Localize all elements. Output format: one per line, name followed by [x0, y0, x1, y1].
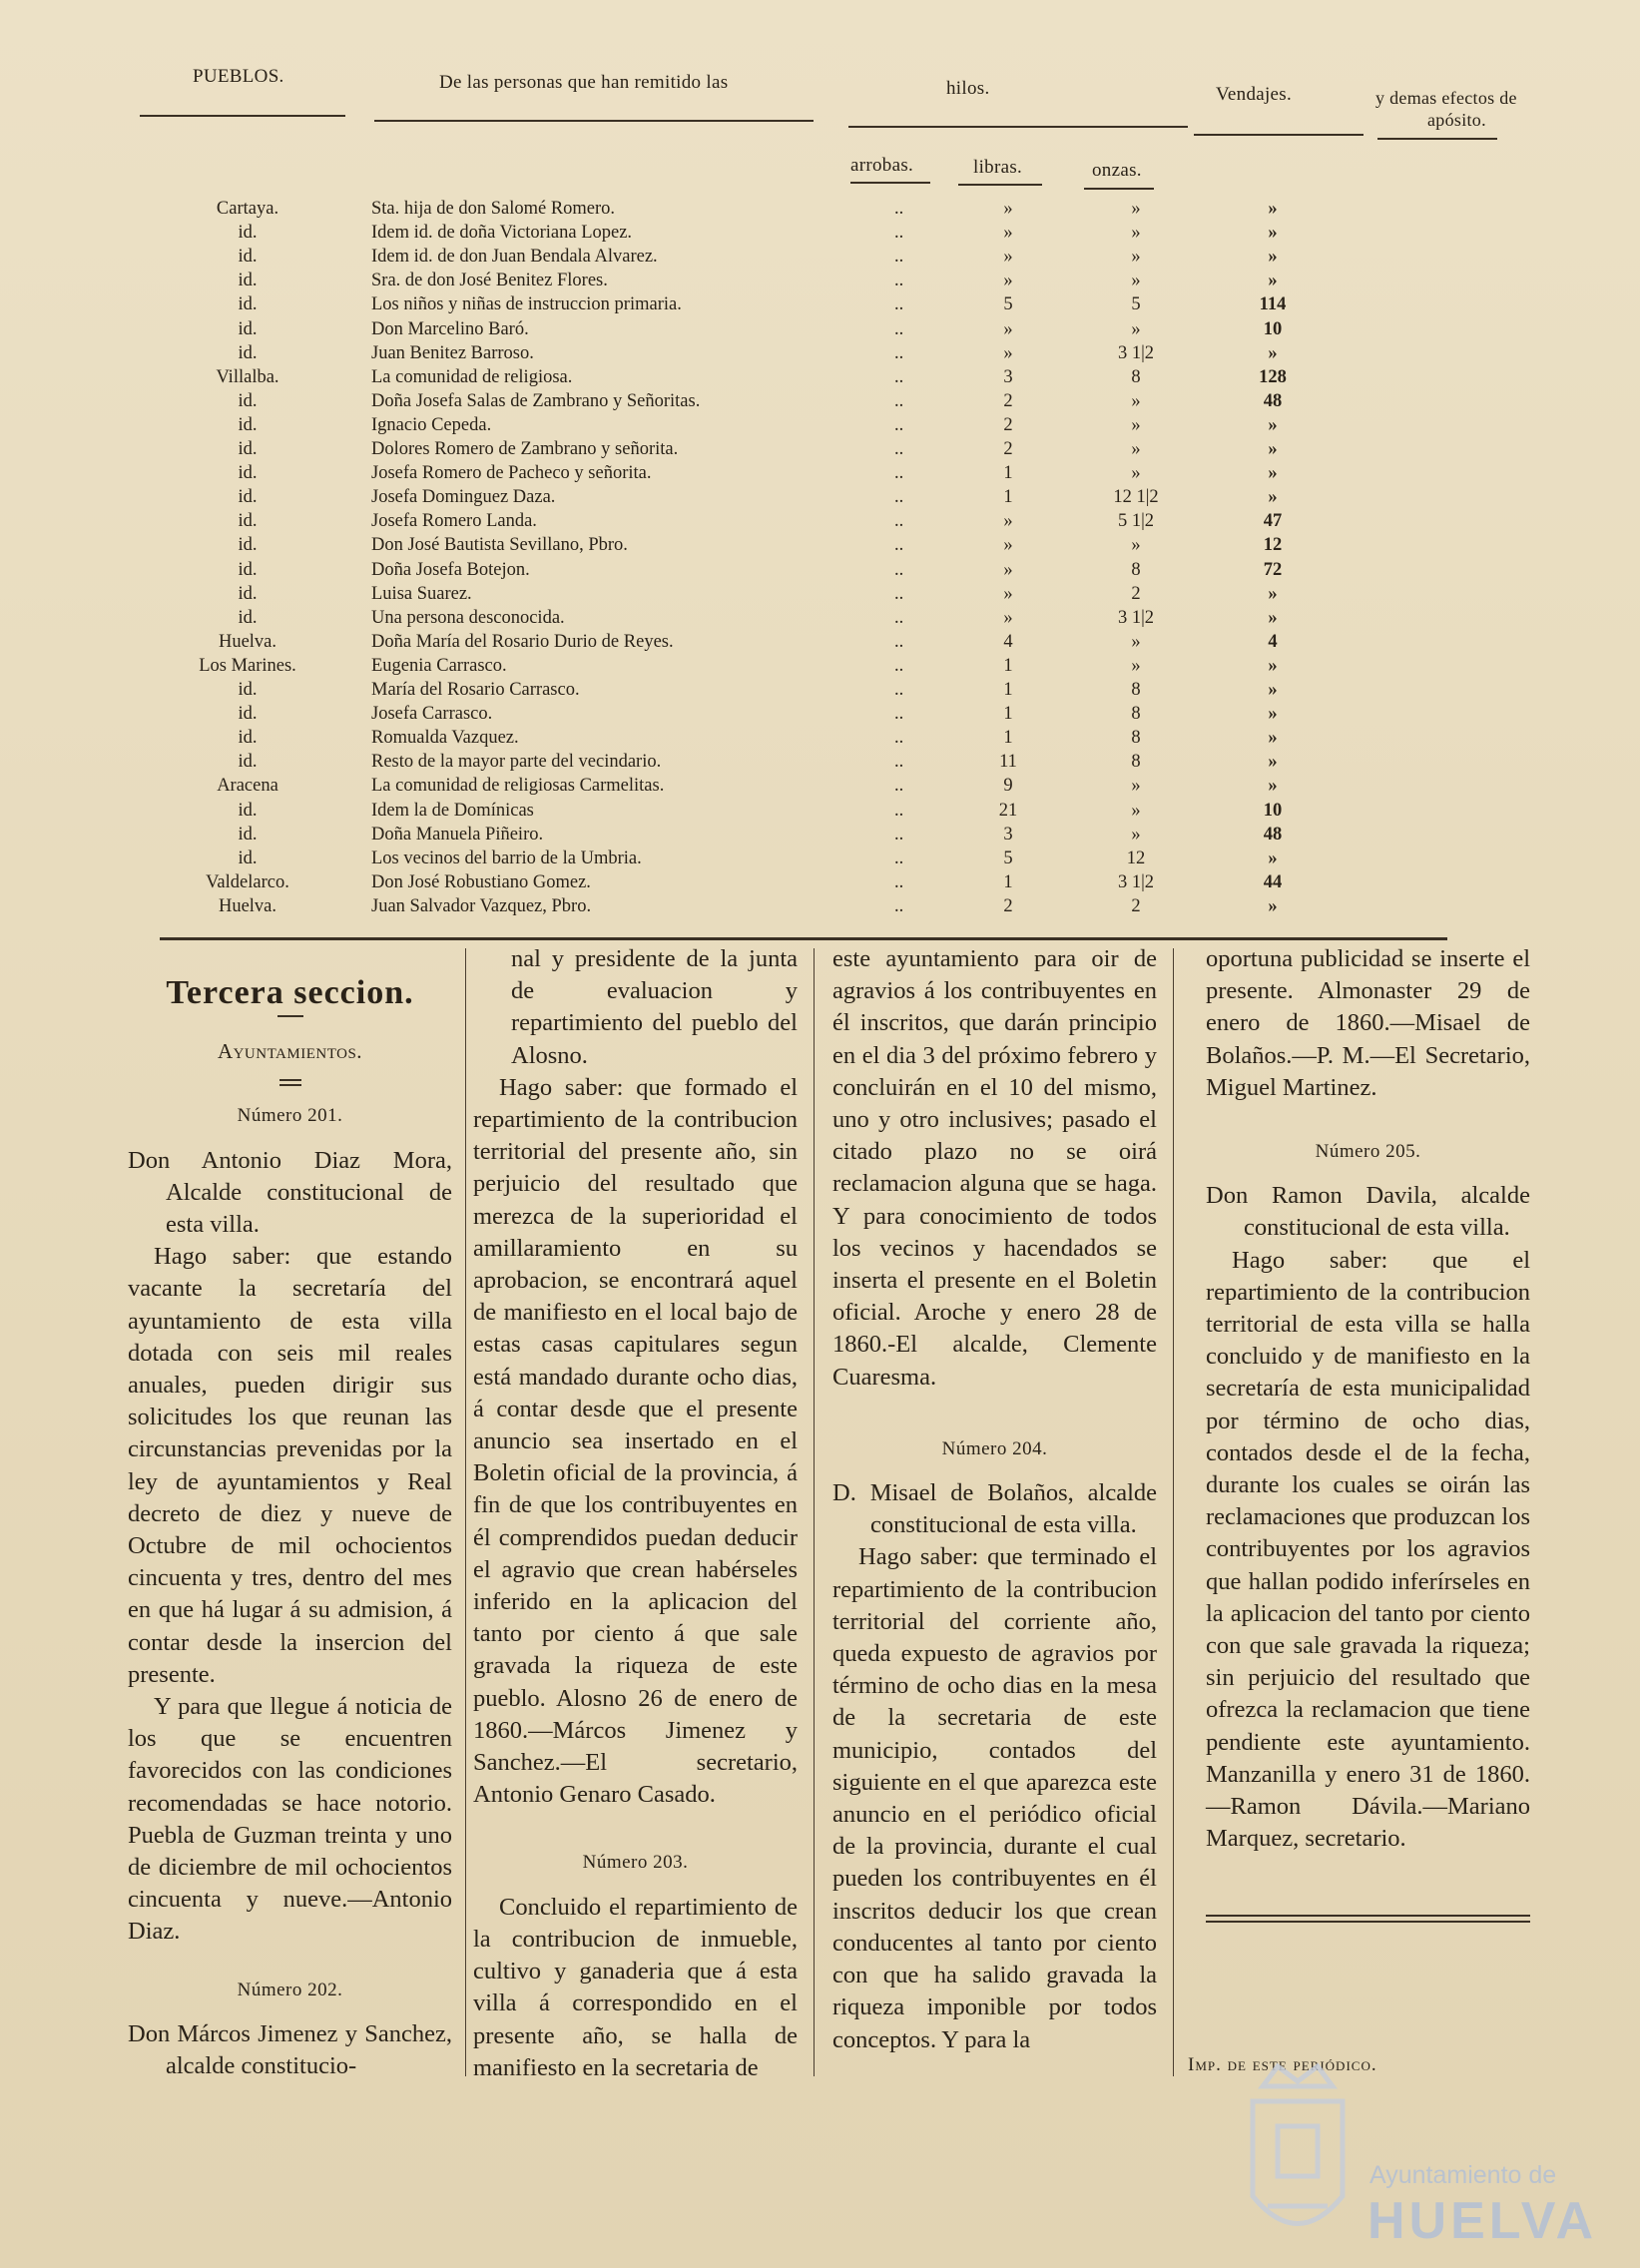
notice-204-title: Número 204.	[941, 1437, 1048, 1459]
notice-204-closing: oportuna publicidad se inserte el presente. Almonaster 29 de enero de 1860.—Misael de Bolaños.—P. M.—El Secretario, Miguel Martinez.	[1206, 945, 1530, 1101]
column-separator-3	[1173, 948, 1174, 2076]
row-vendajes: 12	[1263, 535, 1283, 556]
row-vendajes: »	[1268, 680, 1278, 700]
row-persona: La comunidad de religiosas Carmelitas.	[371, 776, 665, 797]
row-pueblo: id.	[238, 271, 258, 291]
table-row	[0, 222, 1640, 246]
row-pueblo: id.	[238, 463, 258, 484]
row-libras: »	[1003, 559, 1013, 580]
notice-201-body: Hago saber: que estando vacante la secretaría del ayuntamiento de esta villa dotada con seis mil reales anuales, pueden dirigir sus solicitudes los que reunan las circunstancias prevenidas por la ley de ayuntamientos y Real decreto de diez y nueve de Octubre de mil ochocientos cincuenta y tres, dentro del mes en que há lugar á su admision, á contar desde la insercion del presente.	[128, 1243, 452, 1688]
row-libras: 4	[1003, 631, 1013, 652]
subheader-rule-2	[958, 184, 1042, 186]
subheader-rule-1	[850, 182, 930, 184]
row-onzas: 8	[1131, 366, 1141, 387]
row-pueblo: Aracena	[217, 776, 278, 797]
row-persona: Idem id. de don Juan Bendala Alvarez.	[371, 247, 658, 268]
row-vendajes: 4	[1268, 631, 1278, 652]
table-row	[0, 871, 1640, 895]
row-vendajes: »	[1268, 776, 1278, 797]
row-libras: 1	[1003, 704, 1013, 725]
row-vendajes: 48	[1263, 824, 1283, 845]
row-onzas: 2	[1131, 895, 1141, 916]
header-rule-1	[140, 115, 345, 117]
column-4	[1206, 943, 1530, 1923]
row-vendajes: 10	[1263, 318, 1283, 339]
row-pueblo: id.	[238, 583, 258, 604]
row-vendajes: »	[1268, 342, 1278, 363]
row-libras: 5	[1003, 848, 1013, 868]
row-persona: Los vecinos del barrio de la Umbria.	[371, 848, 642, 868]
row-pueblo: id.	[238, 824, 258, 845]
table-row	[0, 583, 1640, 607]
row-arrobas: ..	[894, 535, 904, 556]
row-persona: Don José Bautista Sevillano, Pbro.	[371, 535, 628, 556]
row-arrobas: ..	[894, 800, 904, 821]
row-pueblo: id.	[238, 511, 258, 532]
row-libras: »	[1003, 583, 1013, 604]
row-persona: Sta. hija de don Salomé Romero.	[371, 199, 616, 219]
row-arrobas: ..	[894, 247, 904, 268]
row-onzas: 8	[1131, 704, 1141, 725]
row-libras: 2	[1003, 414, 1013, 435]
header-vendajes: Vendajes.	[1216, 84, 1293, 105]
subheader-rule-3	[1084, 188, 1154, 190]
table-row	[0, 534, 1640, 558]
row-pueblo: id.	[238, 728, 258, 749]
column-separator-1	[465, 948, 466, 2076]
row-onzas: »	[1131, 463, 1141, 484]
notice-201-closing: Y para que llegue á noticia de los que se encuentren favorecidos con las condiciones recomendadas se hace notorio. Puebla de Guzman treinta y uno de diciembre de mil ochocientos cincuenta y nueve.—Antonio Diaz.	[128, 1693, 452, 1946]
header-arrobas: arrobas.	[850, 155, 914, 176]
row-arrobas: ..	[894, 294, 904, 315]
header-demas-1: y demas efectos de	[1375, 88, 1517, 108]
row-vendajes: 48	[1263, 390, 1283, 411]
table-row	[0, 486, 1640, 510]
row-vendajes: »	[1268, 655, 1278, 676]
row-libras: »	[1003, 342, 1013, 363]
row-pueblo: id.	[238, 318, 258, 339]
row-persona: Juan Benitez Barroso.	[371, 342, 534, 363]
header-rule-5	[1377, 138, 1497, 140]
row-persona: Luisa Suarez.	[371, 583, 472, 604]
notice-201-title: Número 201.	[237, 1105, 343, 1127]
table-row	[0, 800, 1640, 824]
row-libras: 5	[1003, 294, 1013, 315]
row-vendajes: »	[1268, 463, 1278, 484]
row-persona: Los niños y niñas de instruccion primaria.	[371, 294, 682, 315]
row-libras: 1	[1003, 728, 1013, 749]
table-row	[0, 775, 1640, 799]
header-onzas: onzas.	[1092, 160, 1142, 181]
row-pueblo: Valdelarco.	[206, 871, 289, 892]
table-row	[0, 559, 1640, 583]
row-persona: Doña Josefa Salas de Zambrano y Señoritas.	[371, 390, 701, 411]
row-onzas: 8	[1131, 752, 1141, 773]
table-row	[0, 462, 1640, 486]
row-arrobas: ..	[894, 655, 904, 676]
table-row	[0, 318, 1640, 342]
row-onzas: »	[1131, 824, 1141, 845]
row-libras: 3	[1003, 824, 1013, 845]
row-arrobas: ..	[894, 271, 904, 291]
subsection-title: Ayuntamientos.	[217, 1039, 363, 1064]
row-libras: »	[1003, 511, 1013, 532]
table-row	[0, 342, 1640, 366]
table-row	[0, 679, 1640, 703]
row-persona: Sra. de don José Benitez Flores.	[371, 271, 608, 291]
row-libras: »	[1003, 318, 1013, 339]
row-arrobas: ..	[894, 728, 904, 749]
header-rule-4	[1194, 134, 1364, 136]
row-onzas: »	[1131, 439, 1141, 459]
row-pueblo: id.	[238, 223, 258, 244]
row-pueblo: id.	[238, 800, 258, 821]
row-pueblo: Huelva.	[218, 895, 277, 916]
row-pueblo: id.	[238, 559, 258, 580]
header-pueblos: PUEBLOS.	[193, 66, 284, 87]
row-libras: 1	[1003, 463, 1013, 484]
row-arrobas: ..	[894, 487, 904, 508]
row-pueblo: id.	[238, 607, 258, 628]
row-arrobas: ..	[894, 871, 904, 892]
row-arrobas: ..	[894, 223, 904, 244]
row-arrobas: ..	[894, 776, 904, 797]
row-arrobas: ..	[894, 824, 904, 845]
printer-imprint: Imp. de este periódico.	[1188, 2054, 1377, 2075]
row-arrobas: ..	[894, 680, 904, 700]
row-onzas: 5	[1131, 294, 1141, 315]
row-onzas: 8	[1131, 728, 1141, 749]
row-onzas: 2	[1131, 583, 1141, 604]
row-onzas: »	[1131, 631, 1141, 652]
row-pueblo: id.	[238, 535, 258, 556]
row-libras: 3	[1003, 366, 1013, 387]
row-persona: La comunidad de religiosa.	[371, 366, 573, 387]
table-row	[0, 727, 1640, 751]
notice-202-title: Número 202.	[237, 1979, 343, 2000]
row-libras: »	[1003, 247, 1013, 268]
row-vendajes: »	[1268, 848, 1278, 868]
row-pueblo: id.	[238, 247, 258, 268]
row-onzas: 8	[1131, 559, 1141, 580]
row-onzas: 3 1|2	[1117, 607, 1155, 628]
closing-double-rule	[1206, 1915, 1530, 1923]
table-row	[0, 366, 1640, 390]
row-libras: 9	[1003, 776, 1013, 797]
row-onzas: »	[1131, 271, 1141, 291]
row-arrobas: ..	[894, 583, 904, 604]
table-row	[0, 414, 1640, 438]
row-vendajes: 128	[1259, 366, 1287, 387]
row-onzas: 12 1|2	[1113, 487, 1159, 508]
row-libras: 1	[1003, 871, 1013, 892]
row-vendajes: »	[1268, 752, 1278, 773]
table-row	[0, 631, 1640, 655]
row-persona: Dolores Romero de Zambrano y señorita.	[371, 439, 679, 459]
table-row	[0, 293, 1640, 317]
column-3	[832, 943, 1157, 2056]
row-onzas: 5 1|2	[1117, 511, 1155, 532]
row-pueblo: Los Marines.	[199, 655, 296, 676]
table-row	[0, 848, 1640, 871]
row-persona: Josefa Romero Landa.	[371, 511, 537, 532]
row-vendajes: »	[1268, 414, 1278, 435]
row-persona: María del Rosario Carrasco.	[371, 680, 580, 700]
row-libras: »	[1003, 535, 1013, 556]
row-onzas: 3 1|2	[1117, 871, 1155, 892]
header-hilos: hilos.	[946, 78, 990, 99]
row-pueblo: id.	[238, 439, 258, 459]
row-arrobas: ..	[894, 390, 904, 411]
row-vendajes: 114	[1259, 294, 1287, 315]
notice-205-title: Número 205.	[1315, 1141, 1421, 1163]
row-vendajes: »	[1268, 271, 1278, 291]
header-rule-3	[848, 126, 1188, 128]
row-vendajes: »	[1268, 247, 1278, 268]
notice-203-body: Concluido el repartimiento de la contribucion de inmueble, cultivo y ganaderia que á esta villa á correspondido en el presente año, se halla de manifiesto en la secretaria de	[473, 1893, 798, 2081]
row-arrobas: ..	[894, 752, 904, 773]
row-onzas: 3 1|2	[1117, 342, 1155, 363]
row-arrobas: ..	[894, 607, 904, 628]
row-libras: 2	[1003, 439, 1013, 459]
row-arrobas: ..	[894, 318, 904, 339]
table-row	[0, 246, 1640, 270]
row-arrobas: ..	[894, 895, 904, 916]
row-persona: Juan Salvador Vazquez, Pbro.	[371, 895, 592, 916]
column-2	[473, 943, 798, 2084]
row-pueblo: id.	[238, 342, 258, 363]
row-onzas: 8	[1131, 680, 1141, 700]
section-title: Tercera seccion.	[166, 974, 414, 1011]
column-separator-2	[814, 948, 815, 2076]
table-row	[0, 510, 1640, 534]
table-row	[0, 824, 1640, 848]
table-row	[0, 655, 1640, 679]
row-vendajes: »	[1268, 439, 1278, 459]
row-pueblo: id.	[238, 414, 258, 435]
row-onzas: »	[1131, 655, 1141, 676]
row-onzas: »	[1131, 535, 1141, 556]
row-arrobas: ..	[894, 848, 904, 868]
notice-205-body: Hago saber: que el repartimiento de la contribucion territorial de esta villa se halla concluido y de manifiesto en la secretaría de esta municipalidad por término de ocho dias, contados desde el de la fecha, durante los cuales se oirán las reclamaciones que produzcan los contribuyentes por los agravios que hallan podido inferírseles en la aplicacion del tanto por ciento con que sale gravada la riqueza; sin perjuicio del resultado que ofrezca la reclamacion que tiene pendiente este ayuntamiento. Manzanilla y enero 31 de 1860.—Ramon Dávila.—Mariano Marquez, secretario.	[1206, 1246, 1530, 1853]
row-pueblo: id.	[238, 752, 258, 773]
table-row	[0, 438, 1640, 462]
row-onzas: 12	[1126, 848, 1146, 868]
header-demas-2: apósito.	[1427, 110, 1486, 130]
row-libras: »	[1003, 223, 1013, 244]
row-vendajes: »	[1268, 487, 1278, 508]
row-persona: Resto de la mayor parte del vecindario.	[371, 752, 662, 773]
row-pueblo: id.	[238, 390, 258, 411]
row-persona: Josefa Dominguez Daza.	[371, 487, 556, 508]
row-pueblo: id.	[238, 680, 258, 700]
table-row	[0, 703, 1640, 727]
row-pueblo: id.	[238, 704, 258, 725]
row-vendajes: 72	[1263, 559, 1283, 580]
row-persona: Idem la de Domínicas	[371, 800, 534, 821]
header-rule-2	[374, 120, 814, 122]
row-persona: Josefa Romero de Pacheco y señorita.	[371, 463, 652, 484]
row-onzas: »	[1131, 223, 1141, 244]
notice-203-body-cont: este ayuntamiento para oir de agravios á los contribuyentes en él inscritos, que darán principio en el dia 3 del próximo febrero y concluirán en el 10 del mismo, uno y otro inclusives; pasado el citado plazo no se oirá reclamacion alguna que se haga. Y para conocimiento de todos los vecinos y hacendados se inserta el presente en el Boletin oficial. Aroche y enero 28 de 1860.-El alcalde, Clemente Cuaresma.	[832, 945, 1157, 1391]
row-vendajes: »	[1268, 704, 1278, 725]
subsection-rule	[279, 1079, 301, 1086]
watermark-line-1: Ayuntamiento de	[1369, 2161, 1557, 2189]
title-rule	[277, 1015, 303, 1017]
row-arrobas: ..	[894, 631, 904, 652]
section-divider	[160, 937, 1447, 940]
notice-203-title: Número 203.	[582, 1852, 689, 1874]
table-row	[0, 751, 1640, 775]
notice-202-heading-cont: nal y presidente de la junta de evaluacion y repartimiento del pueblo del Alosno.	[511, 945, 798, 1069]
header-personas: De las personas que han remitido las	[439, 72, 729, 93]
row-arrobas: ..	[894, 511, 904, 532]
row-onzas: »	[1131, 776, 1141, 797]
row-vendajes: 44	[1263, 871, 1283, 892]
row-arrobas: ..	[894, 463, 904, 484]
row-onzas: »	[1131, 199, 1141, 219]
row-libras: 1	[1003, 680, 1013, 700]
table-row	[0, 270, 1640, 293]
row-onzas: »	[1131, 414, 1141, 435]
notice-205-heading: Don Ramon Davila, alcalde constitucional de esta villa.	[1206, 1182, 1530, 1242]
row-persona: Eugenia Carrasco.	[371, 655, 507, 676]
row-vendajes: »	[1268, 728, 1278, 749]
notice-201-heading: Don Antonio Diaz Mora, Alcalde constitucional de esta villa.	[128, 1146, 452, 1239]
row-persona: Don José Robustiano Gomez.	[371, 871, 591, 892]
row-arrobas: ..	[894, 342, 904, 363]
table-row	[0, 895, 1640, 919]
row-libras: »	[1003, 271, 1013, 291]
row-persona: Romualda Vazquez.	[371, 728, 519, 749]
city-seal-watermark	[1223, 2056, 1372, 2256]
notice-204-body: Hago saber: que terminado el repartimiento de la contribucion territorial del corriente año, queda expuesto de agravios por término de ocho dias en la mesa de la secretaria de este municipio, contados del siguiente en el que aparezca este anuncio en el periódico oficial de la provincia, durante el cual pueden los contribuyentes en él inscritos deducir los que crean conducentes al tanto por ciento con que ha salido gravada la riqueza imponible por todos conceptos. Y para la	[832, 1543, 1157, 2053]
row-libras: »	[1003, 199, 1013, 219]
table-row	[0, 390, 1640, 414]
column-1	[128, 943, 452, 2082]
row-persona: Don Marcelino Baró.	[371, 318, 529, 339]
row-libras: 2	[1003, 390, 1013, 411]
row-arrobas: ..	[894, 439, 904, 459]
row-arrobas: ..	[894, 199, 904, 219]
row-persona: Doña María del Rosario Durio de Reyes.	[371, 631, 674, 652]
watermark-line-2: HUELVA	[1367, 2192, 1598, 2250]
row-libras: »	[1003, 607, 1013, 628]
row-onzas: »	[1131, 247, 1141, 268]
row-persona: Ignacio Cepeda.	[371, 414, 492, 435]
row-arrobas: ..	[894, 366, 904, 387]
row-vendajes: »	[1268, 199, 1278, 219]
row-onzas: »	[1131, 800, 1141, 821]
row-pueblo: Villalba.	[216, 366, 279, 387]
row-libras: 2	[1003, 895, 1013, 916]
row-arrobas: ..	[894, 559, 904, 580]
row-pueblo: id.	[238, 487, 258, 508]
row-arrobas: ..	[894, 414, 904, 435]
row-vendajes: »	[1268, 583, 1278, 604]
row-pueblo: id.	[238, 294, 258, 315]
row-libras: 1	[1003, 655, 1013, 676]
notice-204-heading: D. Misael de Bolaños, alcalde constitucional de esta villa.	[832, 1479, 1157, 1539]
row-persona: Una persona desconocida.	[371, 607, 565, 628]
header-libras: libras.	[973, 157, 1023, 178]
row-vendajes: »	[1268, 223, 1278, 244]
row-persona: Doña Josefa Botejon.	[371, 559, 530, 580]
row-libras: 11	[999, 752, 1017, 773]
row-libras: 21	[998, 800, 1018, 821]
table-row	[0, 607, 1640, 631]
row-vendajes: 10	[1263, 800, 1283, 821]
row-pueblo: Cartaya.	[216, 199, 279, 219]
row-vendajes: »	[1268, 895, 1278, 916]
row-persona: Idem id. de doña Victoriana Lopez.	[371, 223, 633, 244]
row-persona: Josefa Carrasco.	[371, 704, 493, 725]
row-pueblo: id.	[238, 848, 258, 868]
row-vendajes: 47	[1263, 511, 1283, 532]
row-vendajes: »	[1268, 607, 1278, 628]
row-arrobas: ..	[894, 704, 904, 725]
row-onzas: »	[1131, 318, 1141, 339]
row-onzas: »	[1131, 390, 1141, 411]
notice-202-body: Hago saber: que formado el repartimiento de la contribucion territorial del presente año, sin perjuicio del resultado que merezca de la superioridad el amillaramiento en su aprobacion, se encontrará aquel de manifiesto en el local bajo de estas casas capitulares segun está mandado durante ocho dias, á contar desde que el presente anuncio sea insertado en el Boletin oficial de la provincia, á fin de que los contribuyentes en él comprendidos puedan deducir el agravio que crean habérseles inferido en la aplicacion del tanto por ciento á que sale gravada la riqueza de este pueblo. Alosno 26 de enero de 1860.—Márcos Jimenez y Sanchez.—El secretario, Antonio Genaro Casado.	[473, 1073, 798, 1809]
row-pueblo: Huelva.	[218, 631, 277, 652]
table-row	[0, 198, 1640, 222]
notice-202-heading: Don Márcos Jimenez y Sanchez, alcalde constitucio-	[128, 2019, 452, 2080]
row-persona: Doña Manuela Piñeiro.	[371, 824, 544, 845]
row-libras: 1	[1003, 487, 1013, 508]
